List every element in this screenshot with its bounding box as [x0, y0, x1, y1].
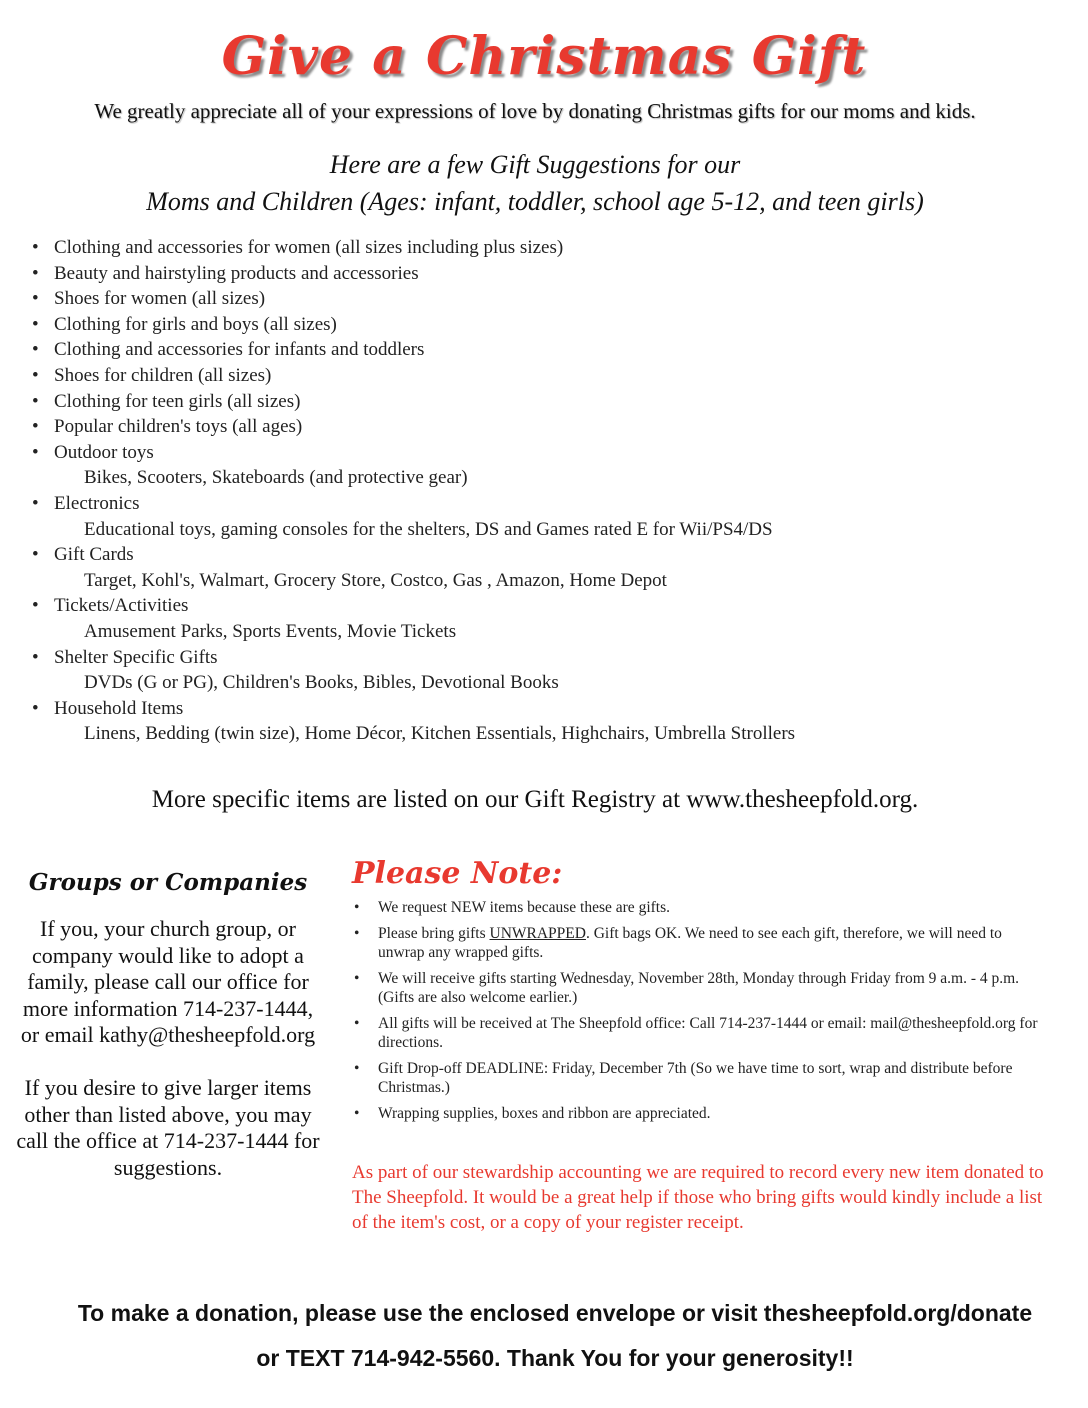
stewardship-note: As part of our stewardship accounting we are required to record every new item donated to The Sheepfold. It would be a great help if those who bring gifts would kindly include a list of the item's cost, or a copy of your register receipt.: [352, 1162, 1044, 1233]
list-item: [30, 235, 1030, 261]
list-item: [352, 969, 1042, 1007]
bullet-icon: •: [32, 416, 39, 438]
gift-item: Clothing for girls and boys (all sizes): [54, 313, 337, 335]
list-item: [30, 542, 1030, 593]
gift-suggestions-subtitle-line1: Here are a few Gift Suggestions for our: [329, 150, 741, 179]
groups-paragraph: If you desire to give larger items other than listed above, you may call the office at 714-237-1444 for suggestions.: [16, 1074, 320, 1180]
bullet-icon: •: [32, 364, 39, 386]
note-text: . Gift bags OK. We need to see each gift, therefore, we will need to unwrap any wrapped gifts.: [378, 925, 1002, 961]
bullet-icon: •: [354, 899, 360, 916]
note-text: Gift Drop-off DEADLINE: Friday, December 7th (So we have time to sort, wrap and distribute before Christmas.): [378, 1060, 1013, 1096]
list-item: [30, 363, 1030, 389]
gift-item: Shoes for children (all sizes): [54, 364, 272, 386]
bullet-icon: •: [32, 313, 39, 335]
bullet-icon: •: [32, 697, 39, 719]
groups-paragraph: If you, your church group, or company would like to adopt a family, please call our office for more information 714-237-1444, or email kathy@thesheepfold.org: [20, 916, 316, 1048]
list-item: [30, 389, 1030, 415]
gift-item: Popular children's toys (all ages): [54, 416, 303, 438]
gift-item: Tickets/Activities: [54, 595, 189, 617]
note-text: We will receive gifts starting Wednesday, November 28th, Monday through Friday from 9 a.m. - 4 p.m. (Gifts are also welcome earlier.): [378, 970, 1020, 1006]
page-title: Give a Christmas Gift: [221, 26, 867, 87]
bullet-icon: •: [32, 492, 39, 514]
groups-text: [12, 916, 324, 1207]
gift-suggestions-subtitle-line2: Moms and Children (Ages: infant, toddler, school age 5-12, and teen girls): [146, 187, 924, 216]
gift-item: Household Items: [54, 697, 184, 719]
list-item: [352, 924, 1042, 962]
list-item: [30, 645, 1030, 696]
list-item: [30, 286, 1030, 312]
bullet-icon: •: [354, 1060, 360, 1077]
list-item: [30, 593, 1030, 644]
gift-item-detail: Educational toys, gaming consoles for the shelters, DS and Games rated E for Wii/PS4/DS: [84, 518, 773, 540]
note-text: All gifts will be received at The Sheepfold office: Call 714-237-1444 or email: mail@thesheepfold.org for directions.: [378, 1015, 1038, 1051]
donation-line-1: To make a donation, please use the enclosed envelope or visit thesheepfold.org/donate: [77, 1300, 1033, 1326]
bullet-icon: •: [32, 339, 39, 361]
gift-item: Shelter Specific Gifts: [54, 646, 218, 668]
note-text: Wrapping supplies, boxes and ribbon are appreciated.: [378, 1105, 711, 1122]
gift-item: Clothing for teen girls (all sizes): [54, 390, 301, 412]
bullet-icon: •: [32, 544, 39, 566]
list-item: [352, 898, 1042, 917]
bullet-icon: •: [32, 288, 39, 310]
please-note-list: [352, 898, 1042, 1130]
intro-text: We greatly appreciate all of your expressions of love by donating Christmas gifts for our moms and kids.: [94, 99, 976, 123]
list-item: [30, 440, 1030, 491]
bullet-icon: •: [32, 595, 39, 617]
gift-item: Gift Cards: [54, 544, 134, 566]
gift-suggestion-list: [30, 235, 1030, 747]
note-text: Please bring gifts: [378, 925, 490, 942]
list-item: [30, 491, 1030, 542]
bullet-icon: •: [32, 262, 39, 284]
gift-item: Clothing and accessories for women (all sizes including plus sizes): [54, 237, 564, 258]
gift-item-detail: DVDs (G or PG), Children's Books, Bibles, Devotional Books: [84, 672, 559, 694]
list-item: [30, 261, 1030, 287]
groups-heading: Groups or Companies: [28, 869, 308, 896]
list-item: [30, 696, 1030, 747]
list-item: [352, 1104, 1042, 1123]
bullet-icon: •: [354, 970, 360, 987]
gift-item-detail: Bikes, Scooters, Skateboards (and protective gear): [84, 467, 468, 489]
list-item: [30, 337, 1030, 363]
please-note-heading: Please Note:: [352, 856, 563, 891]
bullet-icon: •: [32, 441, 39, 463]
bullet-icon: •: [32, 237, 39, 258]
list-item: [30, 414, 1030, 440]
gift-registry-note: More specific items are listed on our Gift Registry at www.thesheepfold.org.: [151, 786, 919, 813]
list-item: [352, 1059, 1042, 1097]
bullet-icon: •: [32, 390, 39, 412]
gift-item: Shoes for women (all sizes): [54, 288, 266, 310]
bullet-icon: •: [32, 646, 39, 668]
note-text: We request NEW items because these are gifts.: [378, 899, 670, 916]
gift-item-detail: Target, Kohl's, Walmart, Grocery Store, Costco, Gas , Amazon, Home Depot: [84, 569, 667, 591]
list-item: [30, 312, 1030, 338]
gift-item: Beauty and hairstyling products and accessories: [54, 262, 419, 284]
gift-item-detail: Linens, Bedding (twin size), Home Décor, Kitchen Essentials, Highchairs, Umbrella Strollers: [84, 723, 796, 745]
gift-item: Electronics: [54, 492, 140, 514]
list-item: [352, 1014, 1042, 1052]
gift-item-detail: Amusement Parks, Sports Events, Movie Tickets: [84, 620, 457, 642]
gift-item: Clothing and accessories for infants and toddlers: [54, 339, 425, 361]
gift-item: Outdoor toys: [54, 441, 154, 463]
bullet-icon: •: [354, 1015, 360, 1032]
bullet-icon: •: [354, 1105, 360, 1122]
bullet-icon: •: [354, 925, 360, 942]
donation-line-2: or TEXT 714-942-5560. Thank You for your generosity!!: [256, 1345, 854, 1371]
note-emphasis: UNWRAPPED: [489, 925, 586, 942]
